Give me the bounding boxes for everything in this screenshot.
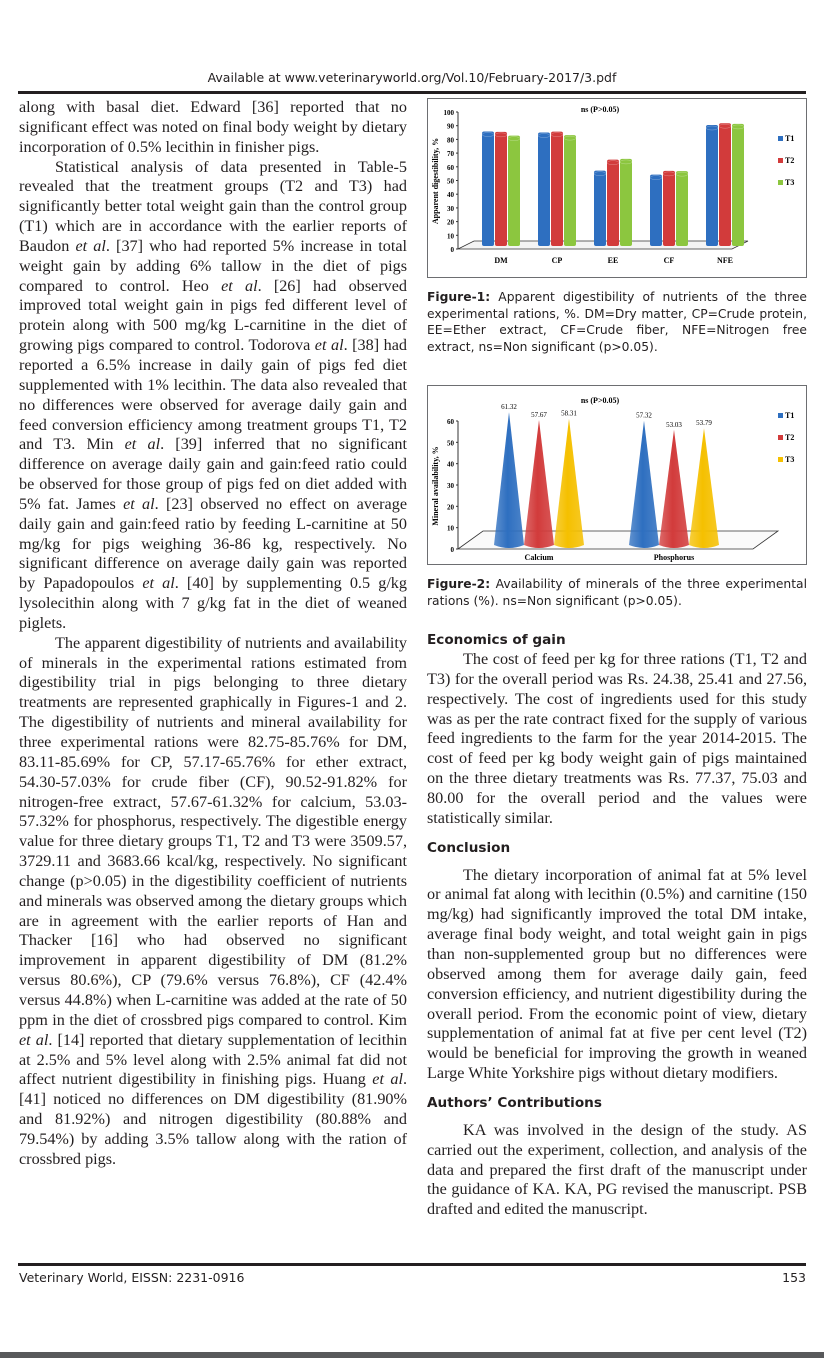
y-axis-label: Apparent digestibility, % [431, 137, 440, 225]
y-axis-label: Mineral availability, % [431, 446, 440, 526]
legend-item: T2 [785, 156, 795, 165]
bar [620, 159, 632, 246]
right-column [427, 98, 807, 1220]
data-label: 58.31 [561, 409, 577, 418]
svg-text:20: 20 [447, 503, 454, 512]
section-heading-conclusion: Conclusion [427, 839, 511, 856]
svg-text:40: 40 [447, 460, 454, 469]
section-heading-authors: Authors’ Contributions [427, 1094, 602, 1111]
bar [564, 135, 576, 246]
svg-text:70: 70 [447, 150, 454, 159]
figure-2-chart [427, 385, 807, 565]
svg-text:0: 0 [450, 246, 454, 254]
legend-item: T1 [785, 134, 795, 143]
cone-bar [524, 420, 554, 548]
data-label: 53.03 [666, 420, 682, 429]
paragraph: Statistical analysis of data presented in Table-5 revealed that the treatment groups (T2 and T3) had significantly better total weight gain than the control group (T1) which are in accordance with the earlier reports of Baudon et al. [37] who had reported 5% increase in total weight gain by adding 6% tallow in the diet of pigs compared to control. Heo et al. [26] had observed improved total weight gain in pigs fed different level of protein along with 500 mg/kg L-carnitine in the diet of growing pigs compared to control. Todorova et al. [38] had reported a 6.5% increase in daily gain of pigs fed diet supplemented with 1% lecithin. The data also revealed that no differences were observed for average daily gain and feed conversion efficiency among treatment groups T1, T2 and T3. Min et al. [39] inferred that no significant difference on average daily gain and gain:feed ratio could be observed for those group of pigs fed on diet added with 5% fat. James et al. [23] observed no effect on average daily gain and gain:feed ratio by feeding L-carnitine at 50 mg/kg for pigs weighing 36-86 kg, respectively. No significant difference on average daily gain was reported by Papadopoulos et al. [40] by supplementing 0.5 g/kg lysolecithin along with 7 g/kg fat in the diet of weaned piglets. [19, 157, 408, 632]
data-label: 61.32 [501, 403, 517, 412]
bar [650, 175, 662, 246]
svg-text:30: 30 [447, 204, 454, 213]
cone-bar [689, 428, 719, 548]
chart-title: ns (P>0.05) [580, 105, 620, 114]
bar [719, 123, 731, 246]
bar [676, 171, 688, 246]
x-tick-label: EE [607, 256, 619, 265]
svg-text:100: 100 [443, 109, 454, 117]
svg-text:50: 50 [447, 439, 454, 448]
legend-item: T1 [785, 411, 795, 420]
bar [495, 132, 507, 246]
paragraph: KA was involved in the design of the study. AS carried out the experiment, collection, and analysis of the data and prepared the first draft of the manuscript under the guidance of KA. KA, PG revised the manuscript. PSB drafted and edited the manuscript. [427, 1120, 807, 1219]
x-tick-label: CP [551, 256, 563, 265]
svg-text:40: 40 [447, 191, 454, 200]
x-tick-label: CF [663, 256, 675, 265]
data-label: 57.32 [636, 411, 652, 420]
x-tick-label: NFE [717, 256, 733, 265]
bar [551, 132, 563, 246]
x-tick-label: DM [494, 256, 508, 265]
page-number: 153 [782, 1270, 806, 1285]
figure-1-chart [427, 98, 807, 278]
svg-text:90: 90 [447, 122, 454, 131]
paragraph: along with basal diet. Edward [36] reported that no significant effect was noted on final body weight by dietary incorporation of 0.5% lecithin in finisher pigs. [19, 98, 407, 156]
bar [594, 171, 606, 246]
svg-text:10: 10 [447, 524, 454, 533]
data-label: 57.67 [531, 410, 547, 419]
cone-bar [554, 419, 584, 548]
svg-text:60: 60 [447, 418, 454, 426]
paragraph: The cost of feed per kg for three rations (T1, T2 and T3) for the overall period was Rs. 24.38, 25.41 and 27.56, respectively. The cost of ingredients used for this study was as per the rate contract fixed for the supply of various feed ingredients to the farm for the year 2014-2015. The cost of feed per kg body weight gain of pigs maintained on the three dietary treatments was Rs. 77.37, 75.03 and 80.00 for the overall period and the values were statistically similar. [427, 650, 807, 827]
bar [538, 133, 550, 246]
running-head: Available at www.veterinaryworld.org/Vol.10/February-2017/3.pdf [207, 70, 617, 85]
svg-text:0: 0 [450, 546, 454, 554]
cone-bar [629, 421, 659, 548]
bar [482, 132, 494, 246]
svg-text:60: 60 [447, 163, 454, 172]
chart-title: ns (P>0.05) [580, 396, 620, 405]
bar [706, 125, 718, 246]
figure-2-caption: Figure-2: Availability of minerals of the three experimental rations (%). ns=Non significant (p>0.05). [427, 577, 807, 608]
paragraph: The dietary incorporation of animal fat at 5% level or animal fat along with lecithin (0.5%) and carnitine (150 mg/kg) had significantly improved the total DM intake, average final body weight, and total weight gain in pigs than non-supplemented group but no differences were observed among them for average daily gain, feed conversion efficiency, and nutrient digestibility during the overall period. From the economic point of view, dietary supplementation of animal fat at five per cent level (T2) would be beneficial for improving the growth in weaned Large White Yorkshire pigs without dietary modifiers. [427, 865, 807, 1083]
data-label: 53.79 [696, 419, 712, 428]
svg-text:30: 30 [447, 482, 454, 490]
bar [607, 160, 619, 246]
bar [508, 136, 520, 246]
section-heading-economics: Economics of gain [427, 632, 566, 648]
cone-bar [659, 430, 689, 548]
legend-item: T3 [785, 455, 795, 464]
header-rule [18, 91, 806, 94]
x-tick-label: Phosphorus [653, 553, 695, 562]
figure-1-caption: Figure-1: Apparent digestibility of nutrients of the three experimental rations, %. DM=Dry matter, CP=Crude protein, EE=Ether extract, CF=Crude fiber, NFE=Nitrogen free extract, ns=Non significant (p>0.05). [427, 290, 807, 354]
legend-item: T3 [785, 178, 795, 187]
left-column [19, 98, 407, 1170]
x-tick-label: Calcium [524, 553, 554, 562]
svg-text:80: 80 [447, 136, 454, 145]
paragraph: The apparent digestibility of nutrients and availability of minerals in the experimental rations estimated from digestibility trial in pigs belonging to three dietary treatments are represented graphically in Figures-1 and 2. The digestibility of nutrients and mineral availability for three experimental rations were 82.75-85.76% for DM, 83.11-85.69% for CP, 57.17-65.76% for ether extract, 54.30-57.03% for crude fiber (CF), 90.52-91.82% for nitrogen-free extract, 57.67-61.32% for calcium, 53.03-57.32% for phosphorus, respectively. The digestible energy value for three dietary groups T1, T2 and T3 were 3509.57, 3729.11 and 3683.66 kcal/kg, respectively. No significant change (p>0.05) in the digestibility coefficient of nutrients and minerals was observed among the dietary groups which are in agreement with the earlier reports of Han and Thacker [16] who had observed no significant improvement in apparent digestibility of DM (81.2% versus 80.6%), CP (79.6% versus 76.8%), CF (42.4% versus 44.8%) when L-carnitine was added at the rate of 50 ppm in the diet of crossbred pigs compared to control. Kim et al. [14] reported that dietary supplementation of lecithin at 2.5% and 5% level along with 2.5% animal fat did not affect nutrient digestibility in finishing pigs. Huang et al. [41] noticed no differences on DM digestibility (81.90% and 81.92%) and nitrogen digestibility (80.88% and 79.54%) by adding 3.5% tallow along with the ration of crossbred pigs. [19, 633, 407, 1168]
svg-text:10: 10 [447, 232, 454, 241]
bar [663, 171, 675, 246]
viewer-bottom-bar [0, 1352, 824, 1358]
footer-journal: Veterinary World, EISSN: 2231-0916 [19, 1270, 245, 1285]
bar [732, 124, 744, 246]
footer-rule [18, 1263, 806, 1266]
svg-text:20: 20 [447, 218, 454, 227]
cone-bar [494, 412, 524, 548]
svg-text:50: 50 [447, 177, 454, 186]
legend-item: T2 [785, 433, 795, 442]
